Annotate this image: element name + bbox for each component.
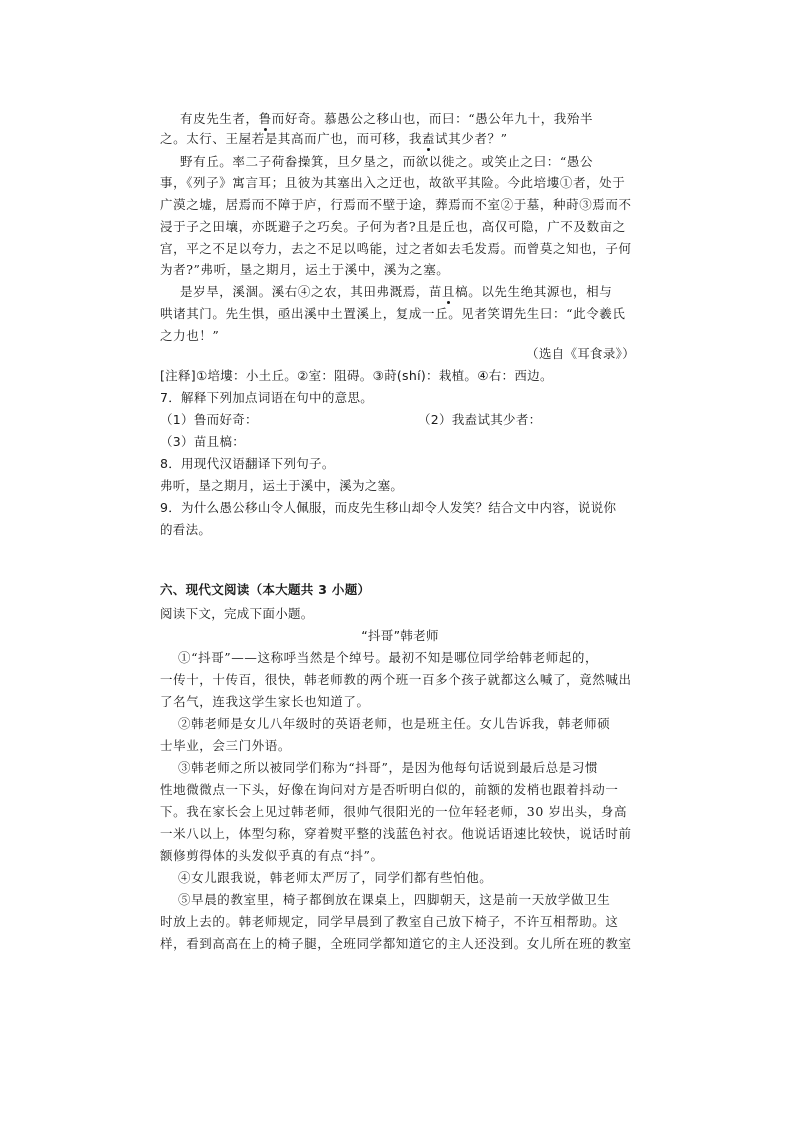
question-8-sentence: 弗听，垦之期月，运土于溪中，溪为之塞。	[160, 478, 404, 493]
article-p5-line-1: ⑤早晨的教室里，椅子都倒放在课桌上，四脚朝天，这是前一天放学做卫生	[178, 892, 611, 907]
article-title: “抖哥”韩老师	[361, 628, 439, 643]
article-p5-line-2: 时放上去的。韩老师规定，同学早晨到了教室自己放下椅子，不许互相帮助。这	[160, 914, 619, 929]
classical-p1-line-2: 之。太行、王屋若是其高而广也，而可移，我盍试其少者？”	[160, 131, 508, 146]
classical-p2-line-6: 为者?”弗听，垦之期月，运土于溪中，溪为之塞。	[160, 262, 450, 277]
classical-p2-line-1: 野有丘。率二子荷畚操箕，旦夕垦之，而欲以徙之。或笑止之曰：“愚公	[180, 154, 594, 169]
article-p3-line-2: 性地微微点一下头，好像在询问对方是否听明白似的，前额的发梢也跟着抖动一	[160, 782, 619, 797]
classical-p3-line-2: 哄诸其门。先生惧，亟出溪中土置溪上，复成一丘。见者笑谓先生曰：“此令羲氏	[160, 306, 626, 321]
question-7-item-1: （1）鲁而好奇：	[160, 412, 258, 427]
article-p3-line-4: 一米八以上，体型匀称，穿着熨平整的浅蓝色衬衣。他说话语速比较快，说话时前	[160, 826, 632, 841]
classical-p3-line-3: 之力也！”	[160, 328, 220, 343]
dotted-word-he: 盍	[422, 131, 436, 146]
classical-p3-line-1: 是岁旱，溪涸。溪右④之农，其田弗溉焉，苗且槁。以先生绝其源也，相与	[180, 284, 613, 299]
annotation-notes: [注释]①培塿：小土丘。②室：阻碍。③莳(shí)：栽植。④右：西边。	[160, 368, 553, 383]
source-citation: （选自《耳食录》）	[526, 346, 635, 361]
article-p1-line-2: 一传十，十传百，很快，韩老师教的两个班一百多个孩子就都这么喊了，竟然喊出	[160, 672, 632, 687]
question-8: 8．用现代汉语翻译下列句子。	[160, 456, 335, 471]
article-p2-line-1: ②韩老师是女儿八年级时的英语老师，也是班主任。女儿告诉我，韩老师硕	[178, 716, 611, 731]
classical-p2-line-4: 浸于子之田壤，亦既避子之巧矣。子何为者?且是丘也，高仅可隐，广不及数亩之	[160, 219, 626, 234]
question-7-item-2: （2）我盍试其少者：	[418, 412, 542, 427]
classical-p2-line-3: 广漠之墟，居焉而不障于庐，行焉而不壁于途，葬焉而不室②于墓，种莳③焉而不	[160, 197, 632, 212]
question-7-item-3: （3）苗且槁：	[160, 434, 246, 449]
article-p1-line-1: ①“抖哥”——这称呼当然是个绰号。最初不知是哪位同学给韩老师起的，	[178, 650, 599, 665]
classical-p2-line-2: 事，《列子》寓言耳；且彼为其塞出入之迂也，故欲平其险。今此培塿①者，处于	[160, 175, 626, 190]
section-heading: 六、现代文阅读（本大题共 3 小题）	[160, 582, 371, 597]
article-p3-line-1: ③韩老师之所以被同学们称为“抖哥”，是因为他每句话说到最后总是习惯	[178, 760, 599, 775]
article-p1-line-3: 了名气，连我这学生家长也知道了。	[160, 694, 370, 709]
classical-p1-line-1: 有皮先生者，鲁而好奇。慕愚公之移山也，而曰：“愚公年九十，我殆半	[180, 111, 594, 126]
article-p3-line-3: 下。我在家长会上见过韩老师，很帅气很阳光的一位年轻老师，30 岁出头，身高	[160, 804, 628, 819]
reading-instruction: 阅读下文，完成下面小题。	[160, 606, 314, 621]
article-p2-line-2: 士毕业，会三门外语。	[160, 738, 292, 753]
dotted-word-lu: 鲁	[258, 111, 272, 126]
article-p5-line-3: 样，看到高高在上的椅子腿，全班同学都知道它的主人还没到。女儿所在班的教室	[160, 936, 632, 951]
question-9-line-1: 9．为什么愚公移山令人佩服，而皮先生移山却令人发笑？结合文中内容，说说你	[160, 500, 617, 515]
question-7: 7．解释下列加点词语在句中的意思。	[160, 390, 374, 405]
dotted-word-qie: 且	[442, 284, 456, 299]
question-9-line-2: 的看法。	[160, 522, 212, 537]
classical-p2-line-5: 宫，平之不足以夸力，去之不足以鸣能，过之者如去毛发焉。而曾莫之知也，子何	[160, 241, 632, 256]
article-p4-line-1: ④女儿跟我说，韩老师太严厉了，同学们都有些怕他。	[178, 870, 493, 885]
article-p3-line-5: 额修剪得体的头发似乎真的有点“抖”。	[160, 848, 384, 863]
